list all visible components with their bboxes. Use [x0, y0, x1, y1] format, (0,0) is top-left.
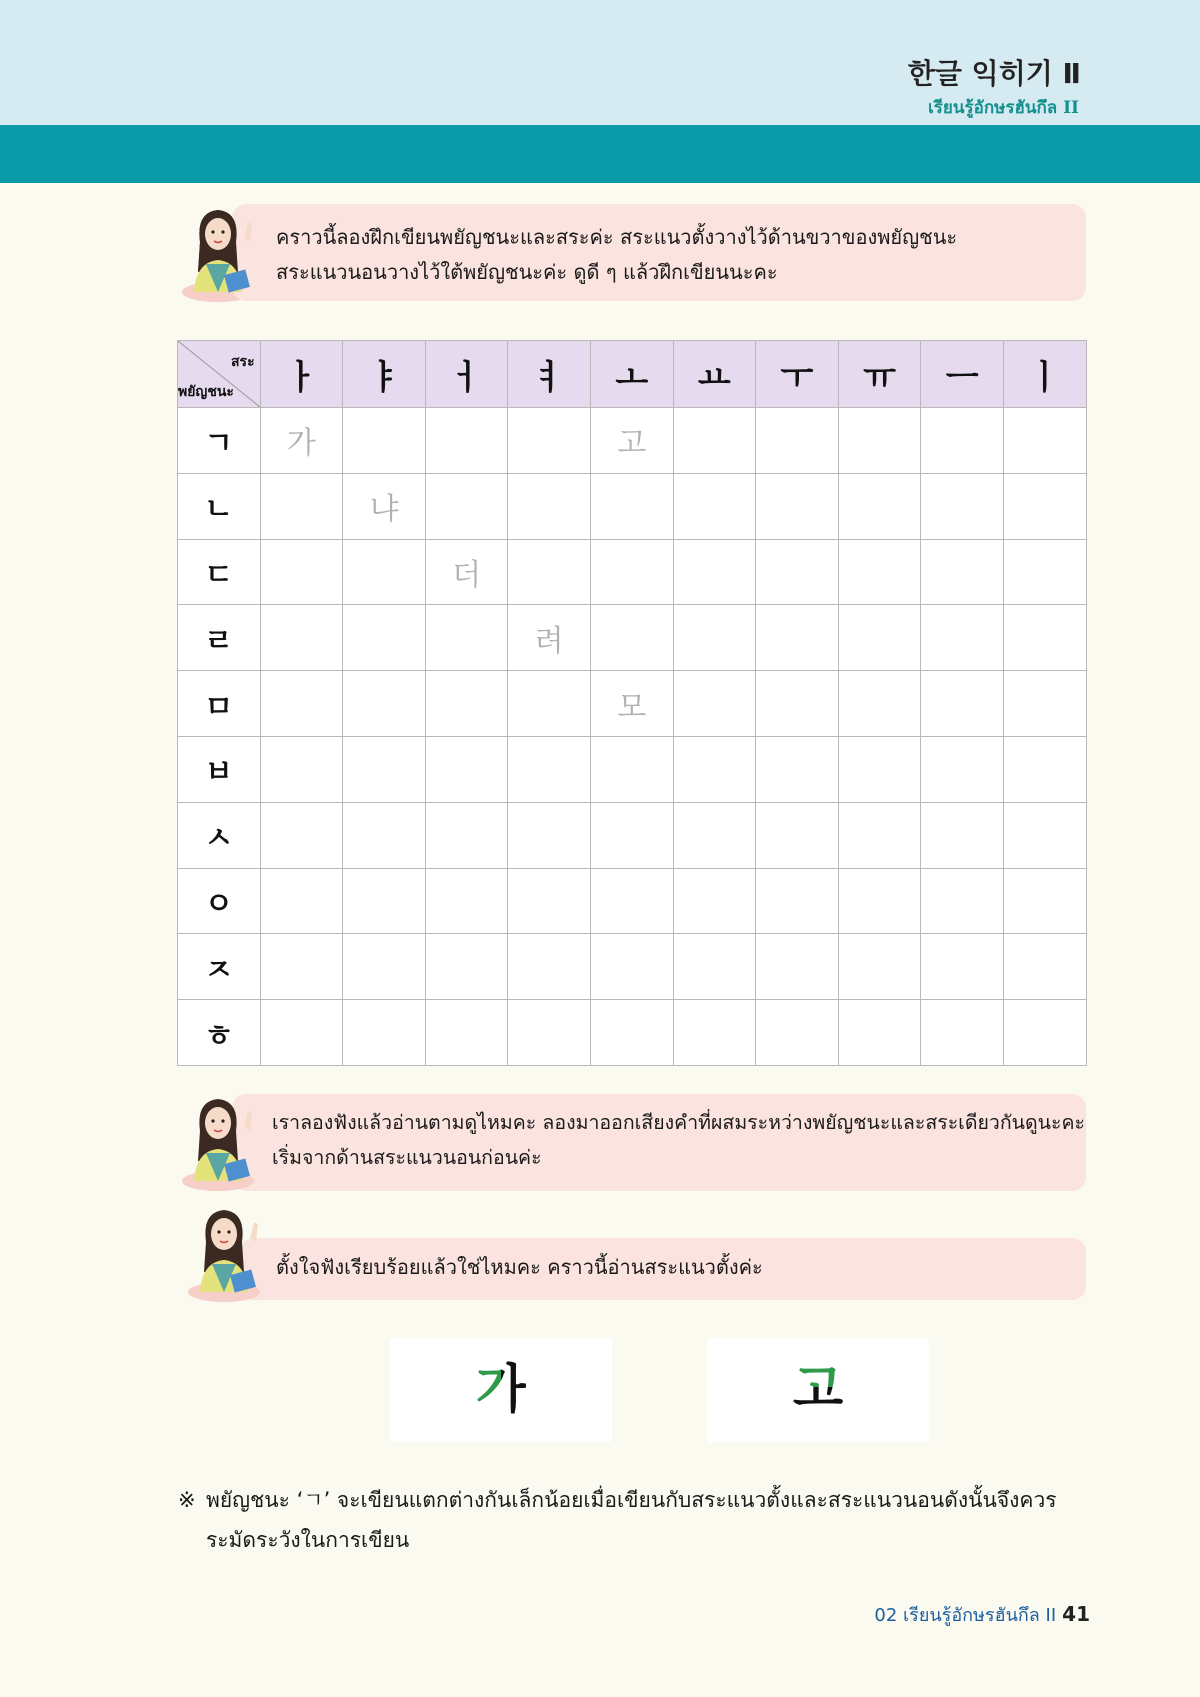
grid-row: [178, 868, 1087, 934]
example-cell: 가: [260, 408, 343, 474]
practice-cell[interactable]: [260, 539, 343, 605]
practice-cell[interactable]: [260, 671, 343, 737]
practice-cell[interactable]: [1003, 868, 1086, 934]
practice-cell[interactable]: [756, 473, 839, 539]
speech-bubble-3: [240, 1238, 1086, 1300]
grid-row: [178, 408, 1087, 474]
speech-bubble-1: [232, 204, 1086, 301]
practice-cell[interactable]: [425, 408, 508, 474]
practice-cell[interactable]: [921, 868, 1004, 934]
bubble3-line1: ตั้งใจฟังเรียบร้อยแล้วใช่ไหมคะ คราวนี้อ่านสระแนวตั้งค่ะ: [276, 1255, 763, 1279]
example-cell: 더: [425, 539, 508, 605]
practice-cell[interactable]: [508, 1000, 591, 1066]
practice-cell[interactable]: [260, 802, 343, 868]
practice-cell[interactable]: [921, 539, 1004, 605]
practice-cell[interactable]: [673, 408, 756, 474]
practice-cell[interactable]: [343, 802, 426, 868]
practice-cell[interactable]: [425, 671, 508, 737]
practice-cell[interactable]: [673, 473, 756, 539]
practice-cell[interactable]: [508, 934, 591, 1000]
grid-corner: [178, 341, 261, 408]
practice-cell[interactable]: [425, 934, 508, 1000]
grid-row: [178, 802, 1087, 868]
vowel-header: ㅑ: [343, 341, 426, 408]
practice-cell[interactable]: [508, 408, 591, 474]
vowel-header: ㅡ: [921, 341, 1004, 408]
consonant-header: ㄴ: [178, 473, 261, 539]
practice-cell[interactable]: [425, 802, 508, 868]
consonant-header: ㅁ: [178, 671, 261, 737]
vowel-header: ㅕ: [508, 341, 591, 408]
practice-cell[interactable]: [425, 473, 508, 539]
note-text: พยัญชนะ ‘ㄱ’ จะเขียนแตกต่างกันเล็กน้อยเมื่อเขียนกับสระแนวตั้งและสระแนวนอนดังนั้นจึงควร: [206, 1488, 1057, 1512]
practice-cell[interactable]: [508, 671, 591, 737]
page-subtitle: เรียนรู้อักษรฮันกึล II: [927, 98, 1079, 118]
grid-row: [178, 539, 1087, 605]
bubble2-line2: เริ่มจากด้านสระแนวนอนก่อนค่ะ: [272, 1146, 542, 1169]
practice-cell[interactable]: [425, 868, 508, 934]
practice-cell[interactable]: [590, 605, 673, 671]
consonant-header: ㅂ: [178, 736, 261, 802]
practice-cell[interactable]: [756, 868, 839, 934]
syllable-card-go: [707, 1338, 929, 1442]
practice-cell[interactable]: [756, 934, 839, 1000]
practice-cell[interactable]: [590, 473, 673, 539]
practice-cell[interactable]: [1003, 671, 1086, 737]
practice-cell[interactable]: [756, 1000, 839, 1066]
practice-cell[interactable]: [590, 802, 673, 868]
practice-cell[interactable]: [921, 934, 1004, 1000]
practice-cell[interactable]: [673, 539, 756, 605]
practice-cell[interactable]: [343, 934, 426, 1000]
note-text-2: ระมัดระวังในการเขียน: [206, 1528, 410, 1552]
practice-cell[interactable]: [1003, 473, 1086, 539]
practice-cell[interactable]: [508, 736, 591, 802]
practice-cell[interactable]: [1003, 736, 1086, 802]
teacher-illustration: [178, 1091, 268, 1191]
example-cell: 냐: [343, 473, 426, 539]
practice-cell[interactable]: [756, 736, 839, 802]
card-syllable: 가: [475, 1360, 527, 1420]
practice-cell[interactable]: [673, 868, 756, 934]
example-cell: 려: [508, 605, 591, 671]
practice-cell[interactable]: [673, 934, 756, 1000]
grid-row: [178, 934, 1087, 1000]
vowel-header-row: [178, 341, 1087, 408]
practice-cell[interactable]: [425, 605, 508, 671]
practice-cell[interactable]: [921, 605, 1004, 671]
practice-cell[interactable]: [343, 736, 426, 802]
practice-cell[interactable]: [838, 539, 921, 605]
practice-cell[interactable]: [343, 868, 426, 934]
grid-row: [178, 736, 1087, 802]
vowel-header: ㅗ: [590, 341, 673, 408]
practice-cell[interactable]: [508, 473, 591, 539]
practice-cell[interactable]: [921, 736, 1004, 802]
practice-cell[interactable]: [260, 605, 343, 671]
teacher-illustration: [184, 1202, 274, 1302]
grid-row: [178, 671, 1087, 737]
page-number: 41: [1062, 1602, 1090, 1626]
example-cell: 모: [590, 671, 673, 737]
example-cell: 고: [590, 408, 673, 474]
practice-cell[interactable]: [838, 736, 921, 802]
vowel-header: ㅛ: [673, 341, 756, 408]
practice-cell[interactable]: [260, 868, 343, 934]
practice-cell[interactable]: [1003, 1000, 1086, 1066]
grid-row: [178, 605, 1087, 671]
practice-cell[interactable]: [921, 473, 1004, 539]
footer-chapter: 02 เรียนรู้อักษรฮันกึล II: [874, 1605, 1057, 1626]
practice-cell[interactable]: [343, 539, 426, 605]
practice-cell[interactable]: [590, 736, 673, 802]
page-title: 한글 익히기 Ⅱ: [907, 57, 1081, 90]
practice-cell[interactable]: [921, 802, 1004, 868]
practice-cell[interactable]: [590, 934, 673, 1000]
practice-cell[interactable]: [260, 1000, 343, 1066]
practice-cell[interactable]: [1003, 802, 1086, 868]
practice-cell[interactable]: [673, 1000, 756, 1066]
practice-cell[interactable]: [756, 408, 839, 474]
page-footer: [874, 1600, 1090, 1629]
consonant-header: ㄱ: [178, 408, 261, 474]
practice-cell[interactable]: [1003, 408, 1086, 474]
corner-consonant-label: พยัญชนะ: [178, 384, 234, 400]
consonant-header: ㄹ: [178, 605, 261, 671]
practice-grid: [177, 340, 1087, 1066]
practice-cell[interactable]: [590, 539, 673, 605]
practice-cell[interactable]: [260, 473, 343, 539]
practice-cell[interactable]: [1003, 934, 1086, 1000]
practice-cell[interactable]: [260, 934, 343, 1000]
bubble1-line2: สระแนวนอนวางไว้ใต้พยัญชนะค่ะ ดูดี ๆ แล้วฝึกเขียนนะคะ: [276, 260, 778, 284]
syllable-card-ga: [390, 1338, 612, 1442]
vowel-header: ㅜ: [756, 341, 839, 408]
bubble2-line1: เราลองฟังแล้วอ่านตามดูไหมคะ ลองมาออกเสียงคำที่ผสมระหว่างพยัญชนะและสระเดียวกันดูนะคะ: [272, 1111, 1086, 1134]
practice-cell[interactable]: [673, 802, 756, 868]
practice-cell[interactable]: [838, 473, 921, 539]
practice-cell[interactable]: [590, 1000, 673, 1066]
writing-note: [178, 1480, 1078, 1560]
practice-cell[interactable]: [756, 539, 839, 605]
vowel-header: ㅣ: [1003, 341, 1086, 408]
consonant-header: ㅇ: [178, 868, 261, 934]
practice-cell[interactable]: [508, 802, 591, 868]
reference-mark: ※: [178, 1488, 196, 1512]
consonant-header: ㅅ: [178, 802, 261, 868]
practice-cell[interactable]: [756, 802, 839, 868]
practice-cell[interactable]: [343, 671, 426, 737]
practice-cell[interactable]: [838, 934, 921, 1000]
practice-cell[interactable]: [425, 736, 508, 802]
teacher-illustration-overlay: [178, 202, 268, 302]
card-syllable: 고: [792, 1360, 844, 1420]
consonant-header: ㄷ: [178, 539, 261, 605]
vowel-header: ㅓ: [425, 341, 508, 408]
practice-cell[interactable]: [756, 605, 839, 671]
practice-cell[interactable]: [508, 539, 591, 605]
practice-cell[interactable]: [838, 671, 921, 737]
practice-cell[interactable]: [838, 605, 921, 671]
practice-cell[interactable]: [343, 408, 426, 474]
practice-cell[interactable]: [1003, 605, 1086, 671]
vowel-header: ㅏ: [260, 341, 343, 408]
practice-cell[interactable]: [425, 1000, 508, 1066]
practice-cell[interactable]: [921, 408, 1004, 474]
header-stripe: [0, 125, 1200, 183]
practice-cell[interactable]: [343, 605, 426, 671]
consonant-header: ㅎ: [178, 1000, 261, 1066]
bubble1-line1: คราวนี้ลองฝึกเขียนพยัญชนะและสระค่ะ สระแนวตั้งวางไว้ด้านขวาของพยัญชนะ: [276, 225, 958, 249]
practice-cell[interactable]: [673, 605, 756, 671]
practice-cell[interactable]: [590, 868, 673, 934]
practice-cell[interactable]: [838, 1000, 921, 1066]
grid-row: [178, 1000, 1087, 1066]
consonant-header: ㅈ: [178, 934, 261, 1000]
practice-cell[interactable]: [921, 1000, 1004, 1066]
practice-cell[interactable]: [838, 868, 921, 934]
practice-cell[interactable]: [260, 736, 343, 802]
practice-cell[interactable]: [673, 671, 756, 737]
speech-bubble-2: [232, 1094, 1086, 1191]
practice-cell[interactable]: [838, 802, 921, 868]
practice-cell[interactable]: [756, 671, 839, 737]
practice-cell[interactable]: [508, 868, 591, 934]
practice-cell[interactable]: [673, 736, 756, 802]
practice-cell[interactable]: [1003, 539, 1086, 605]
grid-row: [178, 473, 1087, 539]
corner-vowel-label: สระ: [231, 354, 255, 370]
vowel-header: ㅠ: [838, 341, 921, 408]
practice-cell[interactable]: [838, 408, 921, 474]
practice-cell[interactable]: [343, 1000, 426, 1066]
practice-cell[interactable]: [921, 671, 1004, 737]
